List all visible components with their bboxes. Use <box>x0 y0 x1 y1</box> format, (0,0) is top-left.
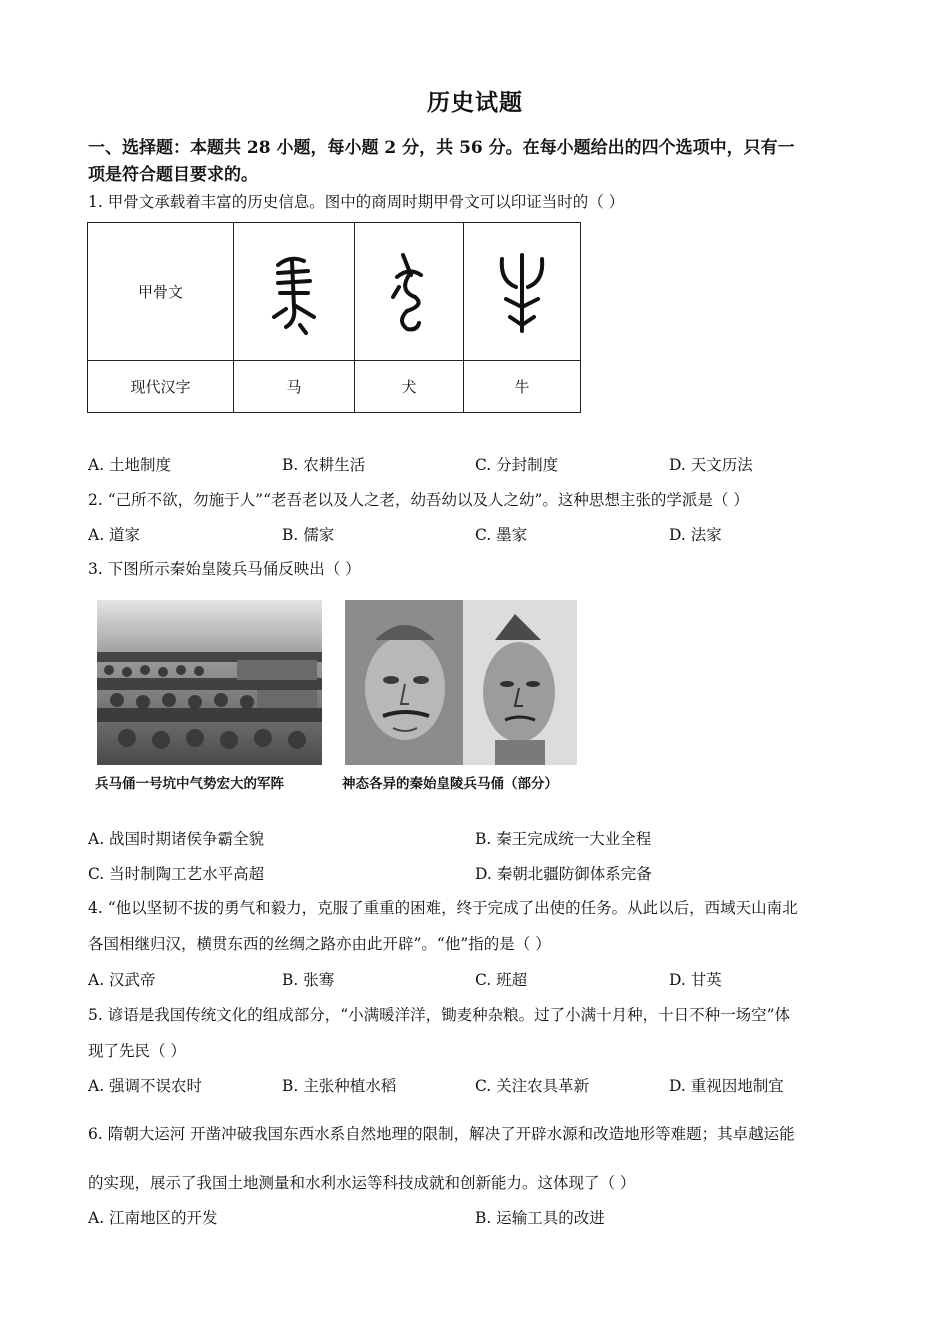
section-heading-line2: 项是符合题目要求的。 <box>88 165 258 185</box>
oracle-bone-table <box>87 222 581 413</box>
modern-row-label: 现代汉字 <box>88 361 234 413</box>
section-heading-line1: 一、选择题：本题共 28 小题，每小题 2 分，共 56 分。在每小题给出的四个选项中，只有一 <box>88 138 795 158</box>
q2-option-c[interactable]: C. 墨家 <box>475 526 528 544</box>
q5-option-c[interactable]: C. 关注农具革新 <box>475 1077 590 1095</box>
q1-option-a[interactable]: A. 土地制度 <box>88 456 172 474</box>
q2-option-d[interactable]: D. 法家 <box>669 526 722 544</box>
oracle-row-label: 甲骨文 <box>88 223 234 361</box>
modern-char-horse: 马 <box>234 361 355 413</box>
q4-option-c[interactable]: C. 班超 <box>475 971 528 989</box>
q2-option-b[interactable]: B. 儒家 <box>282 526 335 544</box>
photo-caption-faces: 神态各异的秦始皇陵兵马俑（部分） <box>342 776 558 792</box>
terracotta-warrior-faces-photo <box>345 600 577 765</box>
q2-stem: 2. “己所不欲，勿施于人”“老吾老以及人之老，幼吾幼以及人之幼”。这种思想主张的学派是（ ） <box>88 491 749 509</box>
q5-option-d[interactable]: D. 重视因地制宜 <box>669 1077 784 1095</box>
q5-stem-line2: 现了先民（ ） <box>88 1042 186 1060</box>
q1-stem: 1. 甲骨文承载着丰富的历史信息。图中的商周时期甲骨文可以印证当时的（ ） <box>88 193 625 211</box>
q6-stem-line1: 6. 隋朝大运河 开凿冲破我国东西水系自然地理的限制，解决了开辟水源和改造地形等难题；其卓越运能 <box>88 1125 795 1143</box>
q3-option-c[interactable]: C. 当时制陶工艺水平高超 <box>88 865 265 883</box>
q2-option-a[interactable]: A. 道家 <box>88 526 141 544</box>
q1-option-c[interactable]: C. 分封制度 <box>475 456 559 474</box>
q6-stem-line2: 的实现，展示了我国土地测量和水利水运等科技成就和创新能力。这体现了（ ） <box>88 1174 636 1192</box>
q6-option-b[interactable]: B. 运输工具的改进 <box>475 1209 605 1227</box>
q4-stem-line1: 4. “他以坚韧不拔的勇气和毅力，克服了重重的困难，终于完成了出使的任务。从此以后，西域天山南北 <box>88 899 798 917</box>
q4-option-b[interactable]: B. 张骞 <box>282 971 335 989</box>
oracle-glyph-dog <box>355 223 464 361</box>
terracotta-army-pit-photo <box>97 600 322 765</box>
oracle-glyph-horse <box>234 223 355 361</box>
q5-option-b[interactable]: B. 主张种植水稻 <box>282 1077 397 1095</box>
q1-option-d[interactable]: D. 天文历法 <box>669 456 753 474</box>
photo-caption-army: 兵马俑一号坑中气势宏大的军阵 <box>95 776 284 792</box>
q5-stem-line1: 5. 谚语是我国传统文化的组成部分，“小满暖洋洋，锄麦种杂粮。过了小满十月种，十日不种一场空”体 <box>88 1006 791 1024</box>
q4-stem-line2: 各国相继归汉，横贯东西的丝绸之路亦由此开辟”。“他”指的是（ ） <box>88 935 551 953</box>
q4-option-d[interactable]: D. 甘英 <box>669 971 722 989</box>
q6-option-a[interactable]: A. 江南地区的开发 <box>88 1209 218 1227</box>
q5-option-a[interactable]: A. 强调不误农时 <box>88 1077 203 1095</box>
modern-char-ox: 牛 <box>464 361 581 413</box>
modern-char-dog: 犬 <box>355 361 464 413</box>
q3-stem: 3. 下图所示秦始皇陵兵马俑反映出（ ） <box>88 560 361 578</box>
q3-option-d[interactable]: D. 秦朝北疆防御体系完备 <box>475 865 652 883</box>
q3-option-a[interactable]: A. 战国时期诸侯争霸全貌 <box>88 830 265 848</box>
page-title: 历史试题 <box>427 89 523 116</box>
oracle-glyph-ox <box>464 223 581 361</box>
q4-option-a[interactable]: A. 汉武帝 <box>88 971 156 989</box>
q1-option-b[interactable]: B. 农耕生活 <box>282 456 366 474</box>
q3-option-b[interactable]: B. 秦王完成统一大业全程 <box>475 830 652 848</box>
